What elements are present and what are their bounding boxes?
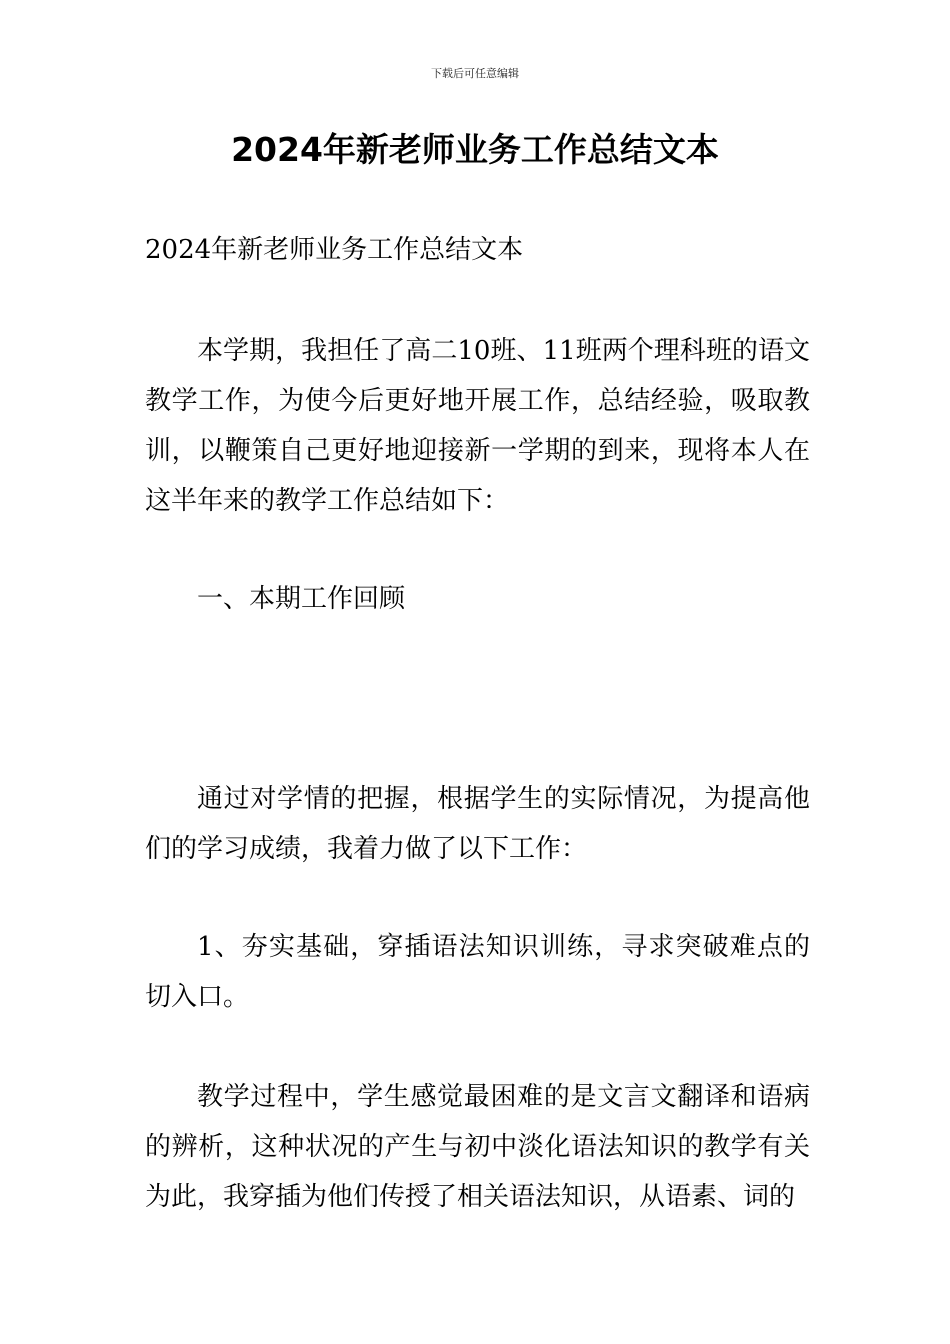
header-note: 下载后可任意编辑 xyxy=(431,67,519,80)
body-paragraph: 教学过程中，学生感觉最困难的是文言文翻译和语病的辨析，这种状况的产生与初中淡化语法知识的教学有关为此，我穿插为他们传授了相关语法知识，从语素、词的 xyxy=(145,1082,810,1212)
intro-paragraph: 本学期，我担任了高二10班、11班两个理科班的语文教学工作，为使今后更好地开展工作，总结经验，吸取教训，以鞭策自己更好地迎接新一学期的到来，现将本人在这半年来的教学工作总结如下： xyxy=(145,336,810,516)
body-paragraph: 通过对学情的把握，根据学生的实际情况，为提高他们的学习成绩，我着力做了以下工作： xyxy=(145,784,810,864)
subtitle-paragraph: 2024年新老师业务工作总结文本 xyxy=(145,235,524,265)
section-heading: 一、本期工作回顾 xyxy=(197,584,406,614)
document-title: 2024年新老师业务工作总结文本 xyxy=(231,130,719,169)
list-item-paragraph: 1、夯实基础，穿插语法知识训练，寻求突破难点的切入口。 xyxy=(145,932,810,1012)
